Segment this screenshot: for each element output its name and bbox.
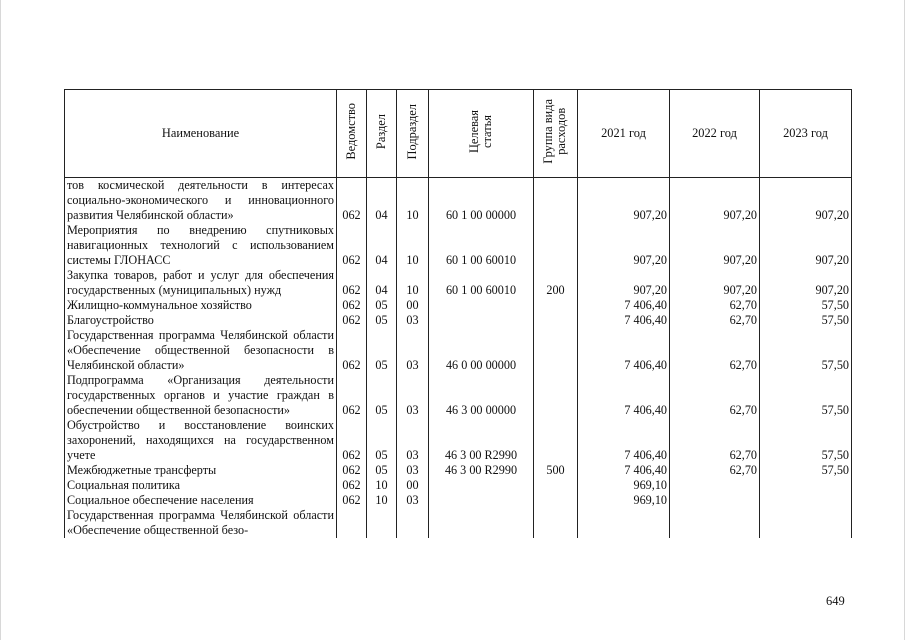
cell-target-article	[429, 298, 534, 313]
cell-2021	[578, 508, 670, 538]
cell-target-article: 60 1 00 00000	[429, 178, 534, 224]
cell-2021: 969,10	[578, 493, 670, 508]
cell-podrazdel: 10	[397, 223, 429, 268]
cell-expense-group	[534, 298, 578, 313]
table-row	[65, 328, 852, 373]
cell-name: Государственная программа Челябинской области «Обеспечение общественной безо-	[65, 508, 337, 538]
table-row	[65, 223, 852, 268]
cell-2021: 7 406,40	[578, 463, 670, 478]
cell-podrazdel: 03	[397, 463, 429, 478]
cell-name: Обустройство и восстановление воинских захоронений, находящихся на государственном учете	[65, 418, 337, 463]
cell-target-article: 60 1 00 60010	[429, 268, 534, 298]
cell-2022: 62,70	[670, 463, 760, 478]
budget-table	[64, 89, 852, 538]
header-vedomstvo: Ведомство	[337, 90, 367, 178]
page-edge-left	[0, 0, 1, 640]
cell-podrazdel: 03	[397, 493, 429, 508]
cell-vedomstvo: 062	[337, 418, 367, 463]
cell-2023: 57,50	[760, 373, 852, 418]
cell-expense-group	[534, 478, 578, 493]
cell-expense-group	[534, 313, 578, 328]
cell-target-article: 46 0 00 00000	[429, 328, 534, 373]
cell-2023: 907,20	[760, 268, 852, 298]
cell-name: Закупка товаров, работ и услуг для обеспечения государственных (муниципальных) нужд	[65, 268, 337, 298]
cell-razdel: 05	[367, 418, 397, 463]
table-row	[65, 463, 852, 478]
cell-razdel: 10	[367, 493, 397, 508]
cell-vedomstvo: 062	[337, 493, 367, 508]
cell-2022	[670, 508, 760, 538]
cell-2021: 7 406,40	[578, 418, 670, 463]
cell-2022: 62,70	[670, 328, 760, 373]
cell-target-article	[429, 478, 534, 493]
cell-2022: 907,20	[670, 223, 760, 268]
cell-expense-group	[534, 508, 578, 538]
table-body	[65, 178, 852, 539]
table-row	[65, 478, 852, 493]
cell-target-article	[429, 313, 534, 328]
cell-razdel: 05	[367, 328, 397, 373]
header-row	[65, 90, 852, 178]
table-row	[65, 268, 852, 298]
cell-target-article	[429, 493, 534, 508]
cell-2022: 62,70	[670, 298, 760, 313]
cell-2021: 7 406,40	[578, 313, 670, 328]
cell-vedomstvo: 062	[337, 298, 367, 313]
cell-2021: 7 406,40	[578, 373, 670, 418]
table-row	[65, 508, 852, 538]
table-row	[65, 298, 852, 313]
cell-2021: 969,10	[578, 478, 670, 493]
cell-2022: 62,70	[670, 313, 760, 328]
cell-expense-group	[534, 493, 578, 508]
header-podrazdel: Подраздел	[397, 90, 429, 178]
cell-razdel: 05	[367, 313, 397, 328]
cell-2022: 907,20	[670, 178, 760, 224]
cell-2021: 907,20	[578, 268, 670, 298]
cell-2023	[760, 508, 852, 538]
cell-razdel: 05	[367, 298, 397, 313]
cell-name: Государственная программа Челябинской области «Обеспечение общественной безопасности в Челябинской области»	[65, 328, 337, 373]
cell-razdel: 10	[367, 478, 397, 493]
cell-2023: 57,50	[760, 418, 852, 463]
cell-name: Мероприятия по внедрению спутниковых навигационных технологий с использованием системы ГЛОНАСС	[65, 223, 337, 268]
cell-2021: 7 406,40	[578, 298, 670, 313]
cell-expense-group	[534, 178, 578, 224]
cell-2022: 62,70	[670, 418, 760, 463]
cell-2023: 57,50	[760, 328, 852, 373]
cell-expense-group: 200	[534, 268, 578, 298]
cell-podrazdel: 03	[397, 418, 429, 463]
table-row	[65, 418, 852, 463]
cell-target-article	[429, 508, 534, 538]
header-year-2021: 2021 год	[578, 90, 670, 178]
header-year-2023: 2023 год	[760, 90, 852, 178]
cell-vedomstvo: 062	[337, 478, 367, 493]
cell-razdel: 04	[367, 178, 397, 224]
cell-2021: 907,20	[578, 178, 670, 224]
cell-vedomstvo: 062	[337, 373, 367, 418]
cell-vedomstvo: 062	[337, 463, 367, 478]
cell-vedomstvo: 062	[337, 268, 367, 298]
cell-2022: 907,20	[670, 268, 760, 298]
cell-2022	[670, 478, 760, 493]
cell-name: Социальная политика	[65, 478, 337, 493]
header-year-2022: 2022 год	[670, 90, 760, 178]
cell-name: Благоустройство	[65, 313, 337, 328]
cell-2023	[760, 478, 852, 493]
header-target-article: Целевая статья	[429, 90, 534, 178]
cell-2023: 907,20	[760, 223, 852, 268]
cell-name: Межбюджетные трансферты	[65, 463, 337, 478]
cell-razdel: 05	[367, 373, 397, 418]
cell-2023: 57,50	[760, 313, 852, 328]
cell-razdel: 04	[367, 268, 397, 298]
cell-razdel: 04	[367, 223, 397, 268]
cell-expense-group	[534, 223, 578, 268]
cell-name: тов космической деятельности в интересах социально-экономического и инновационного развития Челябинской области»	[65, 178, 337, 224]
cell-2023: 57,50	[760, 298, 852, 313]
cell-2021: 7 406,40	[578, 328, 670, 373]
cell-podrazdel: 10	[397, 178, 429, 224]
cell-expense-group	[534, 373, 578, 418]
cell-target-article: 46 3 00 R2990	[429, 463, 534, 478]
cell-razdel	[367, 508, 397, 538]
cell-2021: 907,20	[578, 223, 670, 268]
cell-podrazdel: 03	[397, 328, 429, 373]
cell-name: Жилищно-коммунальное хозяйство	[65, 298, 337, 313]
cell-2022: 62,70	[670, 373, 760, 418]
cell-2023: 57,50	[760, 463, 852, 478]
cell-podrazdel: 03	[397, 373, 429, 418]
cell-razdel: 05	[367, 463, 397, 478]
cell-target-article: 60 1 00 60010	[429, 223, 534, 268]
cell-2022	[670, 493, 760, 508]
cell-expense-group	[534, 418, 578, 463]
cell-expense-group: 500	[534, 463, 578, 478]
cell-name: Подпрограмма «Организация деятельности государственных органов и участие граждан в обеспечении общественной безопасности»	[65, 373, 337, 418]
header-razdel: Раздел	[367, 90, 397, 178]
table-row	[65, 178, 852, 224]
table-row	[65, 373, 852, 418]
table-row	[65, 493, 852, 508]
cell-vedomstvo: 062	[337, 178, 367, 224]
cell-podrazdel: 00	[397, 298, 429, 313]
cell-target-article: 46 3 00 R2990	[429, 418, 534, 463]
cell-2023	[760, 493, 852, 508]
cell-vedomstvo: 062	[337, 313, 367, 328]
table-row	[65, 313, 852, 328]
cell-vedomstvo	[337, 508, 367, 538]
cell-podrazdel: 10	[397, 268, 429, 298]
cell-vedomstvo: 062	[337, 328, 367, 373]
cell-podrazdel: 00	[397, 478, 429, 493]
page-number: 649	[826, 594, 845, 608]
cell-target-article: 46 3 00 00000	[429, 373, 534, 418]
cell-podrazdel: 03	[397, 313, 429, 328]
cell-name: Социальное обеспечение населения	[65, 493, 337, 508]
cell-2023: 907,20	[760, 178, 852, 224]
header-name: Наименование	[65, 90, 337, 178]
cell-podrazdel	[397, 508, 429, 538]
cell-expense-group	[534, 328, 578, 373]
header-expense-group: Группа вида расходов	[534, 90, 578, 178]
cell-vedomstvo: 062	[337, 223, 367, 268]
